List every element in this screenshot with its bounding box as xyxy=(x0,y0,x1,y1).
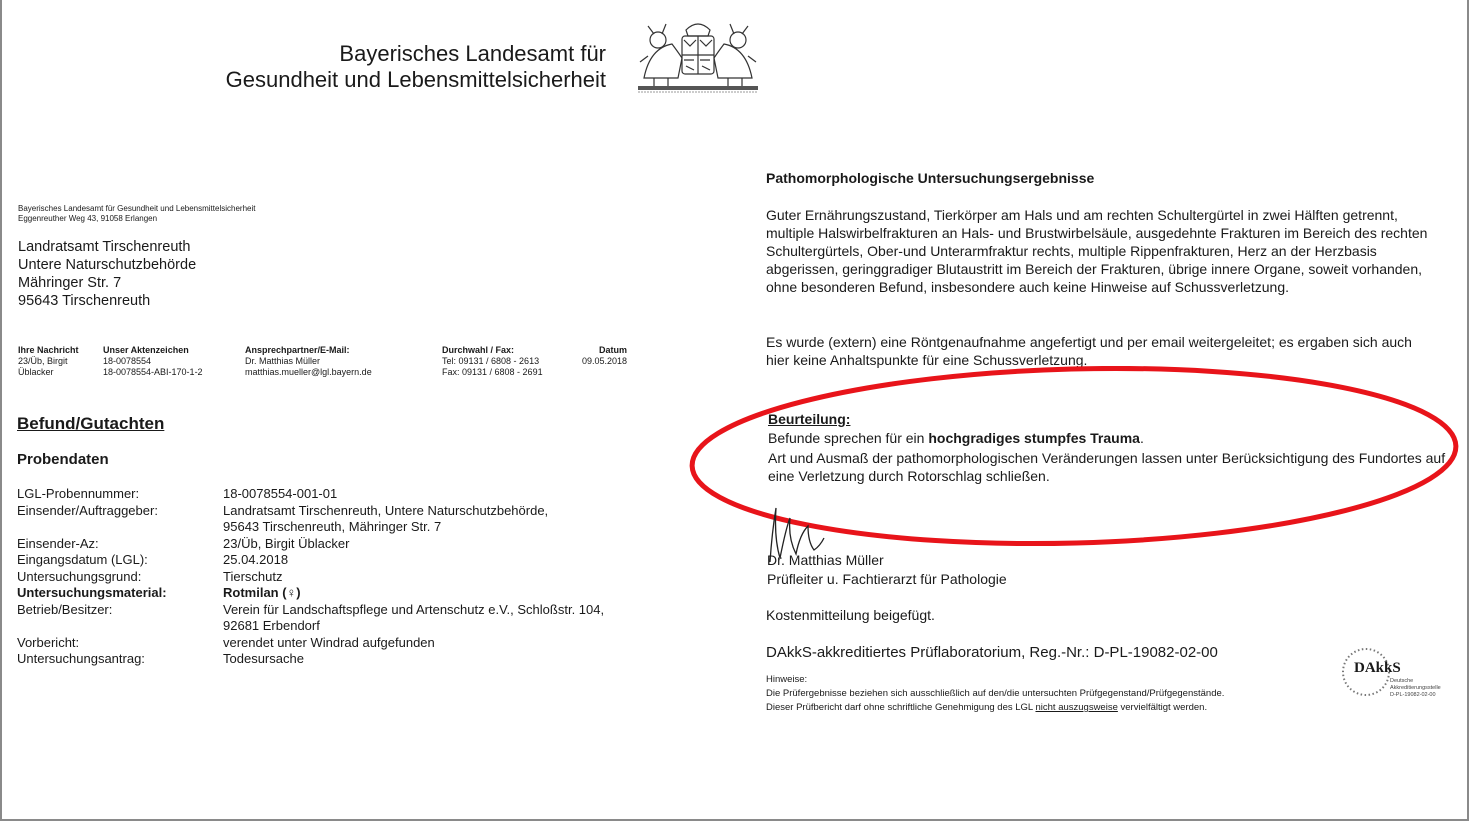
label-empty-2 xyxy=(17,618,167,635)
value-vorbericht: verendet unter Windrad aufgefunden xyxy=(223,634,435,650)
ref-durchwahl-2: Fax: 09131 / 6808 - 2691 xyxy=(442,367,543,377)
ref-ansprechpartner xyxy=(245,345,372,378)
ref-durchwahl xyxy=(442,345,543,378)
label-vorbericht: Vorbericht: xyxy=(17,634,80,650)
value-einsender-2: 95643 Tirschenreuth, Mähringer Str. 7 xyxy=(223,519,442,534)
ref-ihre-nachricht xyxy=(18,345,79,378)
probendaten-values xyxy=(223,486,604,668)
kosten-text: Kostenmitteilung beigefügt. xyxy=(766,607,935,623)
label-untersuchungsgrund: Untersuchungsgrund: xyxy=(17,568,142,584)
value-untersuchungsantrag: Todesursache xyxy=(223,651,304,666)
ref-datum-label: Datum xyxy=(598,345,627,355)
institution-line-2: Gesundheit und Lebensmittelsicherheit xyxy=(225,67,606,92)
probendaten-labels xyxy=(17,486,167,668)
value-betrieb-2: 92681 Erbendorf xyxy=(223,618,320,633)
ref-aktenzeichen xyxy=(103,345,203,378)
ref-aktenzeichen-1: 18-0078554 xyxy=(103,356,152,366)
beurteilung-bold: hochgradiges stumpfes Trauma xyxy=(928,430,1140,446)
value-untersuchungsgrund: Tierschutz xyxy=(223,568,283,584)
dakks-accreditation-line: DAkkS-akkreditiertes Prüflaboratorium, Reg.-Nr.: D-PL-19082-02-00 xyxy=(766,644,1218,661)
label-einsender: Einsender/Auftraggeber: xyxy=(17,502,158,518)
ref-datum-value: 09.05.2018 xyxy=(581,356,627,366)
label-einsender-az: Einsender-Az: xyxy=(17,535,99,551)
value-einsender-az: 23/Üb, Birgit Üblacker xyxy=(223,535,350,551)
dakks-logo xyxy=(1340,644,1462,708)
value-betrieb-1: Verein für Landschaftspflege und Artenschutz e.V., Schloßstr. 104, xyxy=(223,601,605,617)
signature-name: Dr. Matthias Müller xyxy=(767,552,884,568)
recipient-line-1: Landratsamt Tirschenreuth xyxy=(18,239,191,255)
recipient-line-2: Untere Naturschutzbehörde xyxy=(18,257,197,273)
value-probennummer: 18-0078554-001-01 xyxy=(223,486,338,501)
value-untersuchungsmaterial: Rotmilan (♀) xyxy=(223,585,301,600)
hinweis-2-suffix: vervielfältigt werden. xyxy=(1117,702,1208,713)
ref-ansprech-2: matthias.mueller@lgl.bayern.de xyxy=(245,367,372,377)
results-title: Pathomorphologische Untersuchungsergebnisse xyxy=(766,170,1095,186)
label-untersuchungsmaterial: Untersuchungsmaterial: xyxy=(17,585,167,600)
ref-durchwahl-1: Tel: 09131 / 6808 - 2613 xyxy=(442,356,540,366)
hinweis-2-underline: nicht auszugsweise xyxy=(1035,702,1118,713)
ref-ihre-nachricht-label: Ihre Nachricht xyxy=(18,345,79,355)
recipient-line-3: Mähringer Str. 7 xyxy=(18,275,122,291)
label-probennummer: LGL-Probennummer: xyxy=(17,486,140,501)
institution-line-1: Bayerisches Landesamt für xyxy=(339,41,606,66)
sender-line-1: Bayerisches Landesamt für Gesundheit und Lebensmittelsicherheit xyxy=(18,204,256,213)
hinweise-label: Hinweise: xyxy=(766,674,808,685)
results-paragraph-2: Es wurde (extern) eine Röntgenaufnahme angefertigt und per email weitergeleitet; es ergaben sich auch hier keine Anhaltspunkte für eine Schussverletzung. xyxy=(766,334,1412,368)
label-empty-1 xyxy=(17,519,167,536)
beurteilung-prefix: Befunde sprechen für ein xyxy=(768,430,929,446)
ref-aktenzeichen-2: 18-0078554-ABI-170-1-2 xyxy=(103,367,203,377)
value-einsender-1: Landratsamt Tirschenreuth, Untere Naturschutzbehörde, xyxy=(223,502,549,518)
ref-ihre-nachricht-1: 23/Üb, Birgit xyxy=(18,356,68,366)
beurteilung-heading: Beurteilung: xyxy=(768,411,851,427)
hinweis-2-prefix: Dieser Prüfbericht darf ohne schriftliche Genehmigung des LGL xyxy=(766,702,1036,713)
ref-aktenzeichen-label: Unser Aktenzeichen xyxy=(103,345,189,355)
bavarian-coat-of-arms-icon xyxy=(634,16,762,94)
label-betrieb: Betrieb/Besitzer: xyxy=(17,601,113,617)
dakks-logo-subtext xyxy=(1390,678,1441,699)
recipient-line-4: 95643 Tirschenreuth xyxy=(18,293,151,309)
dakks-logo-sub-2: Akkreditierungsstelle xyxy=(1390,685,1441,691)
hinweis-1: Die Prüfergebnisse beziehen sich ausschließlich auf den/die untersuchten Prüfgegenstand/Prüfgegenstände. xyxy=(766,688,1225,699)
label-untersuchungsantrag: Untersuchungsantrag: xyxy=(17,651,145,666)
label-eingangsdatum: Eingangsdatum (LGL): xyxy=(17,552,148,567)
hinweis-2 xyxy=(766,702,1207,714)
ref-ansprech-1: Dr. Matthias Müller xyxy=(245,356,321,366)
probendaten-heading: Probendaten xyxy=(17,451,109,468)
ref-ihre-nachricht-2: Üblacker xyxy=(18,367,54,377)
beurteilung-line-2: Art und Ausmaß der pathomorphologischen Veränderungen lassen unter Berücksichtigung des Fundortes auf eine Verletzung durch Rotorschlag schließen. xyxy=(768,450,1446,484)
dakks-logo-sub-1: Deutsche xyxy=(1390,678,1414,684)
befund-title: Befund/Gutachten xyxy=(17,414,165,433)
results-paragraph-1: Guter Ernährungszustand, Tierkörper am Hals und am rechten Schultergürtel in zwei Hälften getrennt, multiple Halswirbelfrakturen an Hals- und Brustwirbelsäule, ausgedehnte Frakturen im Bereich des rechten Schultergürtels, Ober-und Unterarmfraktur rechts, multiple Rippenfrakturen, Herz an der Herzbasis abgerissen, geringgradiger Blutaustritt im Bereich der Frakturen, übrige innere Organe, soweit vorhanden, ohne besonderen Befund, insbesondere auch keine Hinweise auf Schussverletzung. xyxy=(766,207,1428,295)
value-eingangsdatum: 25.04.2018 xyxy=(223,552,289,567)
dakks-logo-text: DAkkS xyxy=(1354,660,1401,676)
ref-durchwahl-label: Durchwahl / Fax: xyxy=(442,345,515,355)
dakks-logo-sub-3: D-PL-19082-02-00 xyxy=(1390,692,1436,698)
beurteilung-suffix: . xyxy=(1139,430,1144,446)
ref-datum xyxy=(577,345,627,367)
signature-title: Prüfleiter u. Fachtierarzt für Pathologie xyxy=(767,571,1007,587)
sender-line-2: Eggenreuther Weg 43, 91058 Erlangen xyxy=(18,214,158,223)
ref-ansprech-label: Ansprechpartner/E-Mail: xyxy=(245,345,350,355)
